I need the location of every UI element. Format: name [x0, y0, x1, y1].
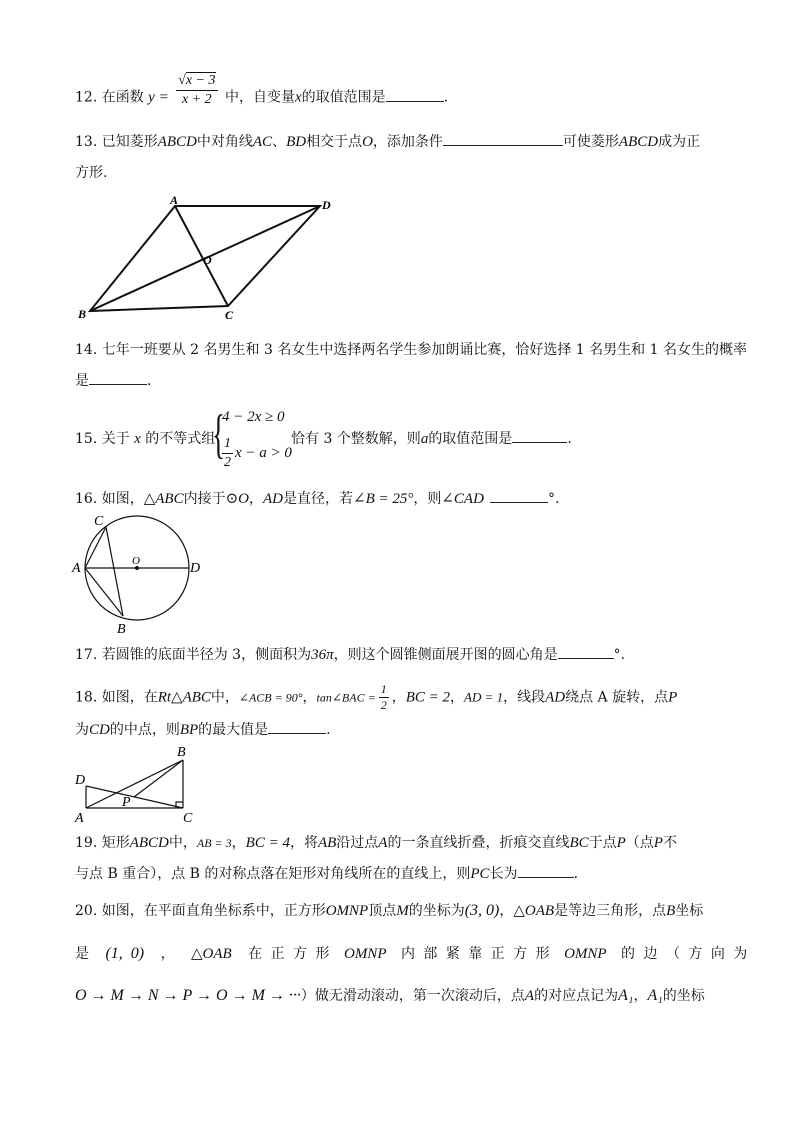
label-a: A — [170, 193, 179, 207]
question-20-line3: O → M → N → P → O → M → ···）做无滑动滚动，第一次滚动后，点A的对应点记为A₁，A₁的坐标 — [75, 987, 705, 1004]
triangle-figure — [70, 742, 210, 824]
label-d: D — [75, 773, 86, 788]
label-c: C — [225, 308, 234, 322]
segment-bp — [134, 760, 183, 797]
answer-blank — [558, 645, 614, 659]
question-20-line2: 是 (1, 0) ， △OAB 在 正 方 形 OMNP 内 部 紧 靠 正 方 形 OMNP 的 边 （ 方 向 为 — [75, 945, 748, 962]
function-fraction: $\frac{√x - 3}{x + 2}$ — [178, 73, 216, 107]
question-19: 19. 矩形ABCD中，AB = 3，BC = 4，将AB沿过点A的一条直线折叠，折痕交直线BC于点P（点P不 — [75, 835, 677, 851]
chord-ac — [85, 527, 106, 568]
system-brace: { — [212, 404, 225, 464]
circle-figure — [70, 513, 215, 638]
question-16: 16. 如图，△ABC内接于⊙O，AD是直径，若∠B = 25°，则∠CAD °. — [75, 491, 560, 507]
side-ab — [86, 760, 183, 808]
chord-cb — [106, 527, 123, 616]
answer-blank — [443, 132, 563, 146]
question-12: 12. 在函数 y = $\frac{√x - 3}{x + 2}$ 中，自变量x的取值范围是 . — [75, 73, 449, 107]
label-b: B — [177, 745, 186, 760]
label-o: O — [203, 253, 212, 267]
label-a: A — [75, 811, 84, 824]
answer-blank — [386, 88, 444, 102]
question-15: 15. 关于 x 的不等式组 — [75, 431, 216, 447]
answer-blank — [490, 489, 548, 503]
answer-blank — [512, 429, 567, 443]
label-d: D — [322, 198, 331, 212]
label-c: C — [183, 811, 193, 824]
label-a: A — [72, 561, 81, 576]
label-o: O — [132, 555, 140, 567]
question-20: 20. 如图，在平面直角坐标系中，正方形OMNP顶点M的坐标为(3, 0)，△OAB是等边三角形，点B坐标 — [75, 902, 704, 919]
label-b: B — [117, 622, 126, 637]
question-17: 17. 若圆锥的底面半径为 3，侧面积为36π，则这个圆锥侧面展开图的圆心角是 °. — [75, 647, 626, 663]
question-14-line2: 是 . — [75, 373, 152, 389]
label-b: B — [78, 307, 87, 321]
rhombus-figure — [75, 192, 345, 322]
question-15-post: 恰有 3 个整数解，则a的取值范围是 . — [291, 431, 572, 447]
question-18: 18. 如图，在Rt△ABC中，∠ACB = 90°，tan∠BAC = $\frac{1}{2}$ ，BC = 2，AD = 1，线段AD绕点 A 旋转，点P — [75, 682, 678, 712]
answer-blank — [268, 720, 326, 734]
question-14: 14. 七年一班要从 2 名男生和 3 名女生中选择两名学生参加朗诵比赛，恰好选择 1 名男生和 1 名女生的概率 — [75, 342, 747, 358]
question-19-line2: 与点 B 重合），点 B 的对称点落在矩形对角线所在的直线上，则PC长为 . — [75, 866, 579, 882]
diagonal-ac — [175, 206, 228, 306]
answer-blank — [518, 864, 574, 878]
answer-blank — [89, 371, 147, 385]
question-13: 13. 已知菱形ABCD中对角线AC、BD相交于点O，添加条件 可使菱形ABCD成为正 — [75, 134, 701, 150]
label-d: D — [190, 561, 201, 576]
label-p: P — [122, 795, 131, 810]
question-18-line2: 为CD的中点，则BP的最大值是 . — [75, 722, 331, 738]
question-13-line2: 方形. — [75, 165, 108, 181]
label-c: C — [94, 514, 104, 529]
